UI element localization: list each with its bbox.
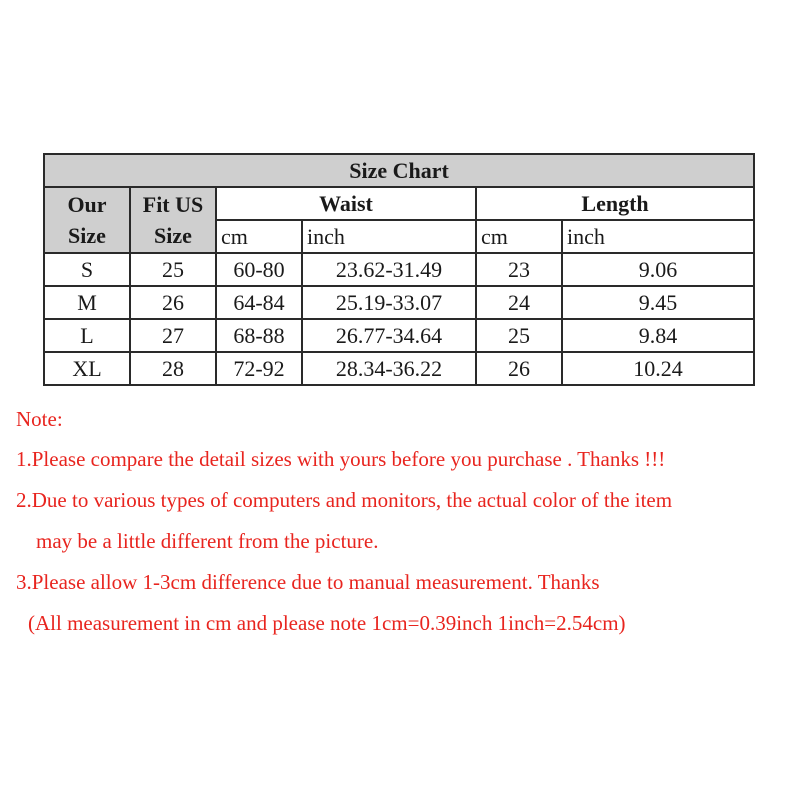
notes-section bbox=[16, 404, 800, 649]
table-row bbox=[44, 253, 754, 286]
note-line-2: 2.Due to various types of computers and monitors, the actual color of the item bbox=[16, 488, 673, 512]
cell-waist-inch: 28.34-36.22 bbox=[302, 352, 476, 385]
header-fit-line1: Fit US bbox=[142, 192, 204, 217]
header-fit-line2: Size bbox=[154, 223, 192, 248]
note-line-1: 1.Please compare the detail sizes with yours before you purchase . Thanks !!! bbox=[16, 447, 666, 471]
cell-us-size: 25 bbox=[130, 253, 216, 286]
header-waist: Waist bbox=[216, 187, 476, 220]
cell-length-cm: 25 bbox=[476, 319, 562, 352]
length-unit-inch: inch bbox=[562, 220, 754, 253]
cell-length-inch: 9.45 bbox=[562, 286, 754, 319]
note-heading: Note: bbox=[16, 407, 63, 431]
cell-waist-cm: 72-92 bbox=[216, 352, 302, 385]
cell-us-size: 28 bbox=[130, 352, 216, 385]
waist-unit-inch: inch bbox=[302, 220, 476, 253]
note-line-3: 3.Please allow 1-3cm difference due to manual measurement. Thanks bbox=[16, 570, 600, 594]
cell-length-inch: 9.84 bbox=[562, 319, 754, 352]
cell-waist-inch: 23.62-31.49 bbox=[302, 253, 476, 286]
header-length: Length bbox=[476, 187, 754, 220]
length-unit-cm: cm bbox=[476, 220, 562, 253]
cell-length-cm: 26 bbox=[476, 352, 562, 385]
table-title: Size Chart bbox=[44, 154, 754, 187]
header-our-size bbox=[44, 187, 130, 253]
cell-length-inch: 10.24 bbox=[562, 352, 754, 385]
cell-length-cm: 24 bbox=[476, 286, 562, 319]
cell-length-inch: 9.06 bbox=[562, 253, 754, 286]
cell-waist-inch: 25.19-33.07 bbox=[302, 286, 476, 319]
cell-waist-inch: 26.77-34.64 bbox=[302, 319, 476, 352]
table-row bbox=[44, 319, 754, 352]
size-chart-table bbox=[43, 153, 755, 386]
header-our-line2: Size bbox=[68, 223, 106, 248]
cell-us-size: 27 bbox=[130, 319, 216, 352]
cell-size: XL bbox=[44, 352, 130, 385]
cell-waist-cm: 64-84 bbox=[216, 286, 302, 319]
cell-size: L bbox=[44, 319, 130, 352]
note-line-2-continued: may be a little different from the picture. bbox=[36, 529, 379, 553]
table-row bbox=[44, 352, 754, 385]
cell-waist-cm: 68-88 bbox=[216, 319, 302, 352]
cell-size: S bbox=[44, 253, 130, 286]
header-fit-us-size bbox=[130, 187, 216, 253]
waist-unit-cm: cm bbox=[216, 220, 302, 253]
cell-waist-cm: 60-80 bbox=[216, 253, 302, 286]
note-line-3-continued: (All measurement in cm and please note 1cm=0.39inch 1inch=2.54cm) bbox=[28, 611, 626, 635]
cell-size: M bbox=[44, 286, 130, 319]
cell-us-size: 26 bbox=[130, 286, 216, 319]
header-our-line1: Our bbox=[67, 192, 107, 217]
cell-length-cm: 23 bbox=[476, 253, 562, 286]
table-row bbox=[44, 286, 754, 319]
